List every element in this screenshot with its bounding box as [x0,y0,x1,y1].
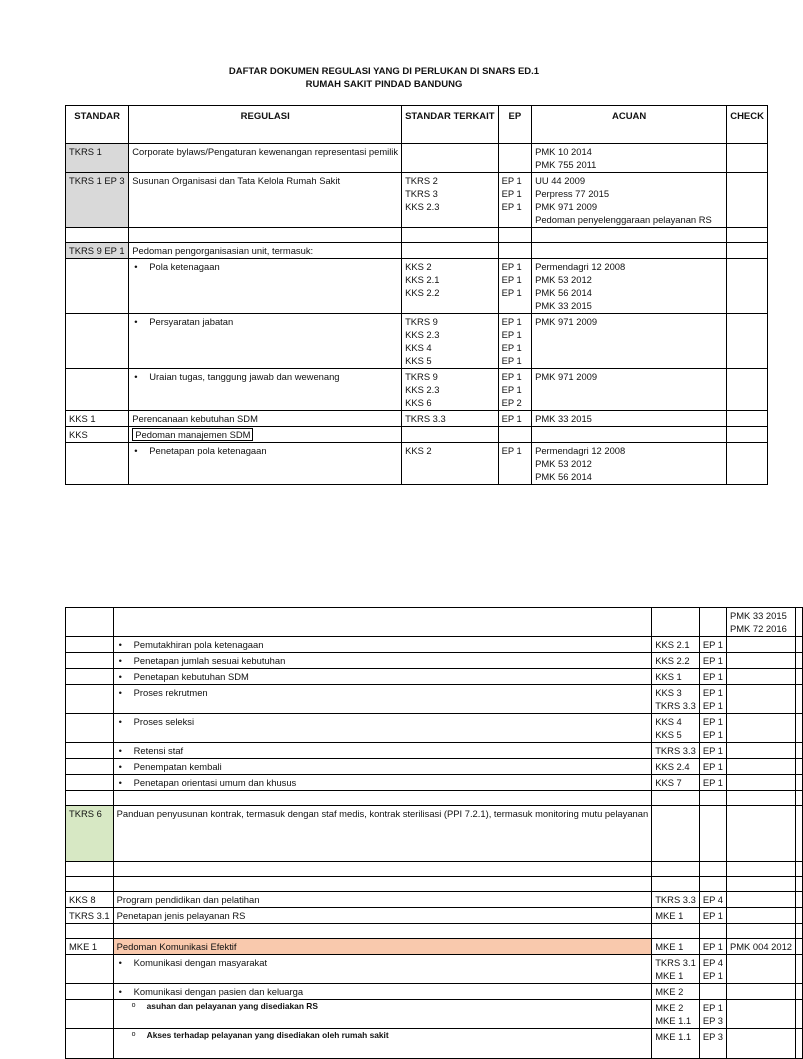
table-row [66,955,803,984]
acuan-cell [532,443,727,485]
ep-item: EP 1 [501,175,522,186]
standar-cell: MKE 1 [66,939,114,955]
standar-cell: TKRS 1 EP 3 [66,173,129,228]
regulasi-sub-item: o asuhan dan pelayanan yang disediakan RS [117,1001,649,1012]
ep-cell [498,173,531,228]
regulasi-bullet-item: • Komunikasi dengan pasien dan keluarga [117,985,649,998]
ep-cell [498,369,531,411]
ep-item: EP 1 [702,716,723,727]
terkait-cell: MKE 1.1 [652,1029,700,1059]
terkait-item: TKRS 3.1 [655,957,696,968]
ep-cell [498,144,531,173]
regulasi-cell [113,1029,652,1059]
regulasi-cell: Perencanaan kebutuhan SDM [129,411,402,427]
ep-cell: EP 1 [498,443,531,485]
regulasi-cell [113,955,652,984]
regulasi-bullet-item: • Penetapan pola ketenagaan [132,444,398,457]
ep-item: EP 1 [702,687,723,698]
terkait-item: MKE 2 [655,1002,684,1013]
ep-item: EP 1 [501,384,522,395]
ep-item: EP 1 [702,729,723,740]
acuan-item: PMK 33 2015 [729,610,787,621]
table-row [66,743,803,759]
terkait-cell [652,685,700,714]
terkait-item: KKS 2.2 [405,287,440,298]
ep-item: EP 1 [501,316,522,327]
empty-row [66,877,803,892]
ep-item: EP 1 [501,355,522,366]
ep-cell: EP 3 [699,1029,726,1059]
standar-cell: TKRS 3.1 [66,908,114,924]
regulasi-cell [129,369,402,411]
ep-item: EP 4 [702,957,723,968]
ep-cell [699,1000,726,1029]
terkait-cell: MKE 1 [652,939,700,955]
terkait-item: TKRS 9 [405,316,438,327]
table-row [66,685,803,714]
acuan-cell [532,144,727,173]
regulasi-bullet-item: • Penetapan jumlah sesuai kebutuhan [117,654,649,667]
regulasi-sub-item: o Akses terhadap pelayanan yang disediakan oleh rumah sakit [117,1030,649,1041]
ep-cell: EP 4 [699,892,726,908]
regulasi-cell: Pedoman Komunikasi Efektif [113,939,652,955]
acuan-item: PMK 33 2015 [535,300,592,311]
ep-cell: EP 1 [699,653,726,669]
terkait-cell: MKE 2 [652,984,700,1000]
table-row [66,714,803,743]
terkait-cell: KKS 1 [652,669,700,685]
terkait-item: KKS 2.3 [405,329,440,340]
terkait-cell: TKRS 3.3 [652,743,700,759]
terkait-item: TKRS 2 [405,175,438,186]
empty-row [66,791,803,806]
terkait-cell [402,369,499,411]
document-subtitle: RUMAH SAKIT PINDAD BANDUNG [305,79,463,90]
terkait-item: KKS 2.1 [405,274,440,285]
ep-item: EP 1 [702,970,723,981]
ep-item: EP 1 [501,261,522,272]
regulasi-bullet-item: • Penempatan kembali [117,760,649,773]
regulasi-bullet-item: • Pola ketenagaan [132,260,398,273]
ep-item: EP 1 [702,1002,723,1013]
table-row [66,669,803,685]
terkait-cell [402,144,499,173]
regulasi-cell [113,743,652,759]
ep-item: EP 1 [702,700,723,711]
regulasi-cell [129,259,402,314]
ep-item: EP 3 [702,1015,723,1026]
acuan-item: Permendagri 12 2008 [535,261,626,272]
header-regulasi: REGULASI [129,106,402,144]
terkait-item: KKS 4 [655,716,682,727]
acuan-item: PMK 10 2014 [535,146,592,157]
acuan-item: PMK 56 2014 [535,471,592,482]
empty-row [66,924,803,939]
regulasi-cell: Pedoman pengorganisasian unit, termasuk: [129,243,402,259]
regulasi-bullet-item: • Penetapan orientasi umum dan khusus [117,776,649,789]
header-acuan: ACUAN [532,106,727,144]
check-cell [727,144,768,173]
ep-item: EP 1 [501,371,522,382]
ep-cell: EP 1 [699,775,726,791]
ep-cell: EP 1 [699,637,726,653]
ep-item: EP 1 [501,188,522,199]
ep-item: EP 1 [501,287,522,298]
terkait-cell [402,173,499,228]
acuan-item: PMK 971 2009 [535,371,598,382]
terkait-item: KKS 4 [405,342,432,353]
terkait-cell [652,1000,700,1029]
ep-cell [699,714,726,743]
acuan-item: PMK 56 2014 [535,287,592,298]
table-row [66,653,803,669]
acuan-item: PMK 53 2012 [535,274,592,285]
table-row [66,1029,803,1059]
terkait-item: KKS 2.3 [405,384,440,395]
acuan-item: PMK 971 2009 [535,316,598,327]
header-ep: EP [498,106,531,144]
ep-cell: EP 1 [699,759,726,775]
acuan-cell [532,173,727,228]
terkait-cell [652,955,700,984]
terkait-cell [402,314,499,369]
ep-cell: EP 1 [699,669,726,685]
ep-cell [699,685,726,714]
terkait-item: MKE 1.1 [655,1015,692,1026]
ep-cell [498,314,531,369]
regulasi-cell: Corporate bylaws/Pengaturan kewenangan representasi pemilik [129,144,402,173]
terkait-cell: MKE 1 [652,908,700,924]
terkait-item: KKS 5 [405,355,432,366]
terkait-item: KKS 3 [655,687,682,698]
table-row [66,314,768,369]
regulasi-cell [113,1000,652,1029]
ep-cell: EP 1 [498,411,531,427]
terkait-cell: TKRS 3.3 [652,892,700,908]
regulasi-bullet-item: • Komunikasi dengan masyarakat [117,956,649,969]
table-row [66,908,803,924]
table-row [66,806,803,862]
regulasi-bullet-item: • Persyaratan jabatan [132,315,398,328]
terkait-item: MKE 1 [655,970,684,981]
ep-item: EP 1 [501,201,522,212]
ep-cell [699,955,726,984]
acuan-item: PMK 971 2009 [535,201,598,212]
terkait-item: KKS 2 [405,261,432,272]
terkait-item: KKS 6 [405,397,432,408]
terkait-cell [652,714,700,743]
check-cell [727,173,768,228]
terkait-item: KKS 2.3 [405,201,440,212]
table-row [66,411,768,427]
regulasi-cell [113,984,652,1000]
terkait-item: TKRS 3.3 [655,700,696,711]
regulasi-cell [129,427,402,443]
ep-cell: EP 1 [699,908,726,924]
table-row [66,939,803,955]
regulasi-bullet-item: • Proses rekrutmen [117,686,649,699]
table-row [66,984,803,1000]
table-row [66,608,803,637]
standar-cell: KKS [66,427,129,443]
terkait-cell: KKS 2.4 [652,759,700,775]
acuan-item: PMK 72 2016 [729,623,787,634]
standar-cell: KKS 8 [66,892,114,908]
terkait-cell: KKS 7 [652,775,700,791]
regulasi-bullet-item: • Pemutakhiran pola ketenagaan [117,638,649,651]
acuan-item: Permendagri 12 2008 [535,445,626,456]
regulation-table-2 [65,607,803,1059]
regulasi-bullet-item: • Retensi staf [117,744,649,757]
header-check: CHECK [727,106,768,144]
regulasi-cell [113,637,652,653]
regulasi-bullet-item: • Uraian tugas, tanggung jawab dan wewenang [132,370,398,383]
standar-cell: KKS 1 [66,411,129,427]
acuan-item: UU 44 2009 [535,175,586,186]
ep-item: EP 1 [501,329,522,340]
regulasi-cell: Susunan Organisasi dan Tata Kelola Rumah Sakit [129,173,402,228]
regulasi-cell: Panduan penyusunan kontrak, termasuk dengan staf medis, kontrak sterilisasi (PPI 7.2.1), termasuk monitoring mutu pelayanan [113,806,652,862]
empty-row [66,862,803,877]
acuan-cell [532,314,727,369]
terkait-cell: KKS 2.1 [652,637,700,653]
regulasi-cell [113,685,652,714]
ep-item: EP 1 [501,342,522,353]
standar-cell: TKRS 9 EP 1 [66,243,129,259]
table-row [66,892,803,908]
table-row [66,759,803,775]
regulasi-cell [113,775,652,791]
terkait-item: TKRS 3 [405,188,438,199]
standar-cell: TKRS 1 [66,144,129,173]
table-row [66,775,803,791]
empty-row [66,228,768,243]
acuan-cell: PMK 33 2015 [532,411,727,427]
regulasi-cell [113,714,652,743]
terkait-cell: KKS 2.2 [652,653,700,669]
header-standar-terkait: STANDAR TERKAIT [402,106,499,144]
terkait-item: TKRS 9 [405,371,438,382]
terkait-cell: KKS 2 [402,443,499,485]
table-row [66,173,768,228]
table-row [66,427,768,443]
regulation-table-1 [65,105,768,485]
table-row [66,637,803,653]
table-header-row [66,106,768,144]
regulasi-cell [113,669,652,685]
ep-cell [498,259,531,314]
ep-cell: EP 1 [699,939,726,955]
standar-cell: TKRS 6 [66,806,114,862]
regulasi-cell [113,759,652,775]
acuan-cell [726,608,795,637]
terkait-item: KKS 5 [655,729,682,740]
regulasi-bullet-item: • Proses seleksi [117,715,649,728]
regulasi-cell [129,314,402,369]
regulasi-cell: Penetapan jenis pelayanan RS [113,908,652,924]
header-standar: STANDAR [66,106,129,144]
table-row [66,443,768,485]
acuan-item: Perpress 77 2015 [535,188,610,199]
table-row [66,259,768,314]
table-row [66,243,768,259]
document-title: DAFTAR DOKUMEN REGULASI YANG DI PERLUKAN DI SNARS ED.1 [228,66,540,77]
ep-item: EP 1 [501,274,522,285]
regulasi-bullet-item: • Penetapan kebutuhan SDM [117,670,649,683]
regulasi-cell [129,443,402,485]
table-row [66,1000,803,1029]
acuan-cell [532,259,727,314]
acuan-cell: PMK 004 2012 [726,939,795,955]
terkait-cell: TKRS 3.3 [402,411,499,427]
acuan-item: PMK 755 2011 [535,159,597,170]
table-row [66,144,768,173]
ep-item: EP 2 [501,397,522,408]
acuan-item: Pedoman penyelenggaraan pelayanan RS [535,214,712,225]
regulasi-text: Pedoman manajemen SDM [132,428,253,441]
table-row [66,369,768,411]
regulasi-cell [113,653,652,669]
terkait-cell [402,259,499,314]
acuan-item: PMK 53 2012 [535,458,592,469]
regulasi-cell: Program pendidikan dan pelatihan [113,892,652,908]
acuan-cell [532,369,727,411]
ep-cell: EP 1 [699,743,726,759]
